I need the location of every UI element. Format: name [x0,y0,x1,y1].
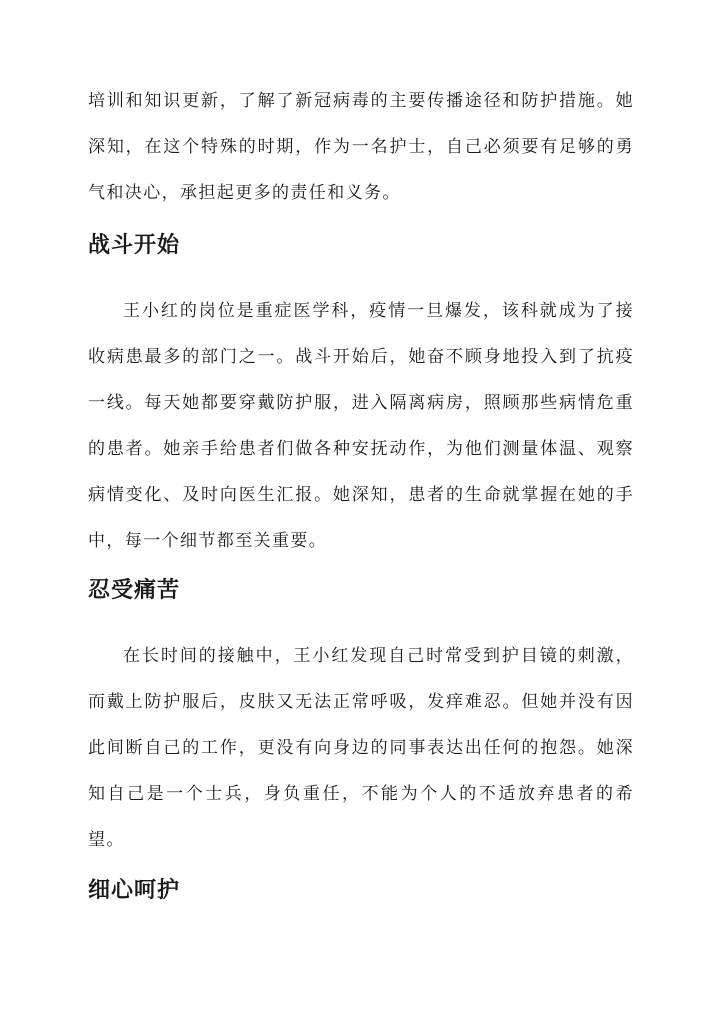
section-heading-battle-begins: 战斗开始 [88,232,181,258]
section-paragraph-battle-begins: 王小红的岗位是重症医学科，疫情一旦爆发，该科就成为了接收病患最多的部门之一。战斗开始后，她奋不顾身地投入到了抗疫一线。每天她都要穿戴防护服，进入隔离病房，照顾那些病情危重的患者。她亲手给患者们做各种安抚动作，为他们测量体温、观察病情变化、及时向医生汇报。她深知，患者的生命就掌握在她的手中，每一个细节都至关重要。 [88,301,634,551]
intro-paragraph: 培训和知识更新，了解了新冠病毒的主要传播途径和防护措施。她深知，在这个特殊的时期，作为一名护士，自己必须要有足够的勇气和决心，承担起更多的责任和义务。 [88,91,634,203]
section-paragraph-enduring-pain: 在长时间的接触中，王小红发现自己时常受到护目镜的刺激，而戴上防护服后，皮肤又无法正常呼吸，发痒难忍。但她并没有因此间断自己的工作，更没有向身边的同事表达出任何的抱怨。她深知自己是一个士兵，身负重任，不能为个人的不适放弃患者的希望。 [88,646,634,850]
section-heading-careful-care: 细心呵护 [88,877,181,903]
section-heading-enduring-pain: 忍受痛苦 [88,577,181,603]
